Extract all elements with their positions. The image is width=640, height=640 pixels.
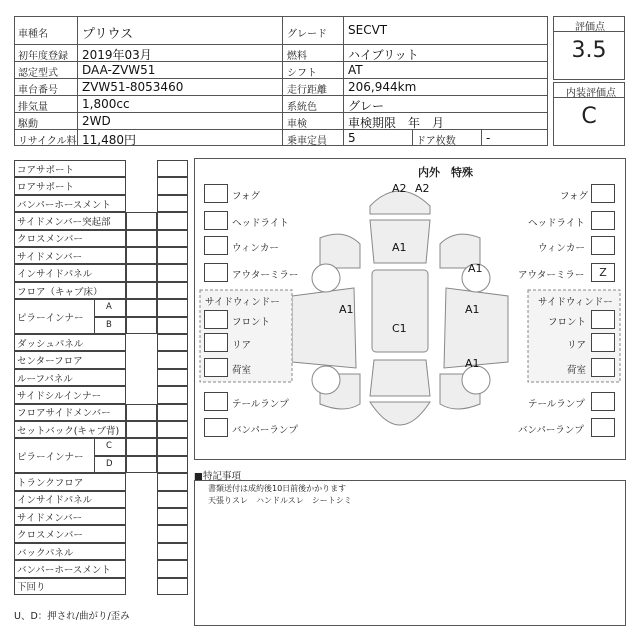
frame-check-cell — [157, 473, 188, 490]
right-side-window-title: サイドウィンドー — [538, 297, 613, 308]
frame-row-label: トランクフロア — [17, 477, 84, 489]
right-blinker-checkbox — [591, 236, 615, 255]
car-diagram-svg — [194, 158, 626, 460]
frame-check-cell — [157, 578, 188, 595]
value-color: グレー — [348, 99, 385, 113]
frame-check-cell — [126, 282, 157, 299]
mark-hood-1: A2 — [392, 182, 407, 195]
label-shift: シフト — [287, 68, 317, 79]
value-displacement: 1,800cc — [82, 97, 130, 111]
left-headlight-checkbox — [204, 211, 228, 230]
frame-row-label: バンパーホースメント — [17, 199, 111, 211]
right-headlight-checkbox — [591, 211, 615, 230]
right-window-front-checkbox — [591, 310, 615, 329]
left-fog-checkbox — [204, 184, 228, 203]
frame-check-cell — [157, 369, 188, 386]
frame-check-cell — [157, 560, 188, 577]
left-bumperlamp-checkbox — [204, 418, 228, 437]
right-window-luggage-checkbox — [591, 358, 615, 377]
diagram-title: 内外 特殊 — [418, 166, 473, 179]
notes-line-2: 天張りスレ ハンドルスレ シートシミ — [208, 496, 352, 505]
frame-legend: U、D：押され/曲がり/歪み — [14, 611, 130, 622]
label-doors: ドア枚数 — [416, 136, 456, 147]
frame-check-cell — [157, 212, 188, 229]
frame-check-cell — [126, 404, 157, 421]
frame-row-label: ダッシュパネル — [17, 338, 84, 350]
label-grade: グレード — [287, 29, 327, 40]
label-fuel: 燃料 — [287, 51, 307, 62]
left-taillamp-checkbox — [204, 392, 228, 411]
label-inspection: 車検 — [287, 119, 307, 130]
frame-check-cell — [157, 177, 188, 194]
frame-row-label: クロスメンバー — [17, 234, 83, 246]
frame-row-label: セットバック(キャブ背) — [17, 425, 120, 437]
frame-row-label: バンパーホースメント — [17, 564, 111, 576]
frame-check-cell — [126, 421, 157, 438]
right-bumperlamp-checkbox — [591, 418, 615, 437]
label-color: 系統色 — [287, 102, 317, 113]
value-chassis-number: ZVW51-8053460 — [82, 80, 184, 94]
notes-line-1: 書類送付は成約後10日前後かかります — [208, 484, 347, 493]
frame-check-cell — [157, 456, 188, 473]
right-taillamp-checkbox — [591, 392, 615, 411]
frame-check-cell — [126, 438, 157, 455]
right-blinker-label: ウィンカー — [538, 243, 585, 254]
frame-check-cell — [157, 264, 188, 281]
label-capacity: 乗車定員 — [287, 136, 327, 147]
right-window-front-label: フロント — [548, 317, 587, 328]
mark-left-front-door: A1 — [339, 303, 354, 316]
frame-check-cell — [126, 264, 157, 281]
value-drive: 2WD — [82, 114, 111, 128]
value-grade: SECVT — [348, 23, 388, 37]
frame-check-cell — [157, 421, 188, 438]
mark-front-roof: A1 — [392, 241, 407, 254]
frame-row-label: インサイドパネル — [17, 269, 93, 281]
right-mirror-label: アウターミラー — [518, 270, 585, 281]
value-first-registration: 2019年03月 — [82, 48, 152, 62]
frame-row-label: 下回り — [17, 582, 46, 594]
value-mileage: 206,944km — [348, 80, 417, 94]
frame-check-cell — [157, 404, 188, 421]
interior-score-label: 内装評価点 — [566, 88, 616, 99]
value-doors: - — [486, 131, 491, 145]
left-window-rear-label: リア — [232, 340, 252, 351]
right-fog-checkbox — [591, 184, 615, 203]
left-blinker-label: ウィンカー — [232, 243, 279, 254]
frame-row-label: サイドメンバー突起部 — [17, 216, 111, 228]
frame-check-cell — [157, 195, 188, 212]
frame-row-label: インサイドパネル — [17, 495, 93, 507]
value-recycle-fee: 11,480円 — [82, 133, 136, 147]
left-side-window-title: サイドウィンドー — [205, 297, 280, 308]
frame-row-label: フロア（キャブ床） — [17, 286, 103, 298]
mark-hood-2: A2 — [415, 182, 430, 195]
left-taillamp-label: テールランプ — [232, 399, 289, 410]
left-fog-label: フォグ — [232, 191, 261, 202]
notes-title: ■特記事項 — [194, 471, 241, 482]
left-window-luggage-checkbox — [204, 358, 228, 377]
frame-check-cell — [157, 334, 188, 351]
label-model: 車種名 — [18, 29, 48, 40]
label-displacement: 排気量 — [18, 102, 48, 113]
frame-check-cell — [126, 317, 157, 334]
value-inspection: 車検期限 年 月 — [348, 116, 445, 130]
left-blinker-checkbox — [204, 236, 228, 255]
pillar-sub-label: C — [106, 441, 112, 452]
left-mirror-checkbox — [204, 263, 228, 282]
frame-row-label: クロスメンバー — [17, 530, 83, 542]
frame-check-cell — [126, 299, 157, 316]
right-window-rear-checkbox — [591, 333, 615, 352]
label-model-code: 認定型式 — [18, 68, 58, 79]
left-headlight-label: ヘッドライト — [232, 218, 289, 229]
frame-check-cell — [157, 299, 188, 316]
frame-check-cell — [157, 543, 188, 560]
frame-check-cell — [157, 317, 188, 334]
value-model-code: DAA-ZVW51 — [82, 63, 156, 77]
frame-check-cell — [157, 351, 188, 368]
frame-check-cell — [157, 525, 188, 542]
label-drive: 駆動 — [18, 119, 38, 130]
frame-check-cell — [126, 230, 157, 247]
label-recycle-fee: リサイクル料 — [18, 136, 77, 147]
left-window-front-checkbox — [204, 310, 228, 329]
pillar-sub-label: B — [106, 319, 112, 330]
frame-check-cell — [157, 491, 188, 508]
left-mirror-label: アウターミラー — [232, 270, 299, 281]
right-taillamp-label: テールランプ — [528, 399, 585, 410]
right-headlight-label: ヘッドライト — [528, 218, 585, 229]
score-label: 評価点 — [575, 22, 605, 33]
pillar-sub-label: A — [106, 302, 112, 313]
right-fog-label: フォグ — [560, 191, 589, 202]
frame-row-label: バックパネル — [17, 547, 74, 559]
mark-roof: C1 — [392, 322, 407, 335]
frame-row-label: コアサポート — [17, 164, 75, 176]
frame-check-cell — [157, 508, 188, 525]
value-fuel: ハイブリット — [348, 48, 419, 62]
frame-row-label: ピラーインナー — [17, 451, 84, 463]
frame-check-cell — [126, 212, 157, 229]
mark-right-rear-door: A1 — [465, 357, 480, 370]
right-bumperlamp-label: バンパーランプ — [518, 425, 584, 436]
right-window-luggage-label: 荷室 — [567, 365, 587, 376]
left-bumperlamp-label: バンパーランプ — [232, 425, 298, 436]
frame-check-cell — [157, 438, 188, 455]
frame-row-label: ルーフパネル — [17, 373, 73, 385]
left-window-rear-checkbox — [204, 333, 228, 352]
value-shift: AT — [348, 63, 363, 77]
frame-row-label: サイドメンバー — [17, 251, 83, 263]
label-first-registration: 初年度登録 — [18, 51, 68, 62]
score-value: 3.5 — [571, 38, 607, 63]
frame-check-cell — [126, 456, 157, 473]
frame-row-label: サイドメンバー — [17, 512, 83, 524]
frame-check-cell — [157, 386, 188, 403]
right-mirror-checkbox: Z — [591, 263, 615, 282]
frame-row-label: サイドシルインナー — [17, 390, 102, 402]
label-chassis-number: 車台番号 — [18, 85, 58, 96]
frame-row-label: フロアサイドメンバー — [17, 408, 111, 420]
interior-score-value: C — [581, 104, 597, 129]
mark-right-mirror: A1 — [468, 262, 483, 275]
right-window-rear-label: リア — [567, 340, 587, 351]
frame-check-cell — [157, 282, 188, 299]
value-capacity: 5 — [348, 131, 356, 145]
frame-check-cell — [157, 230, 188, 247]
frame-row-label: センターフロア — [17, 356, 83, 368]
mark-right-front-door: A1 — [465, 303, 480, 316]
frame-row-label: ロアサポート — [17, 182, 75, 194]
left-window-luggage-label: 荷室 — [232, 365, 252, 376]
label-mileage: 走行距離 — [287, 85, 327, 96]
frame-row-label: ピラーインナー — [17, 312, 84, 324]
pillar-sub-label: D — [106, 458, 113, 469]
frame-check-cell — [126, 247, 157, 264]
value-model: プリウス — [82, 27, 134, 42]
frame-check-cell — [157, 160, 188, 177]
frame-check-cell — [157, 247, 188, 264]
left-window-front-label: フロント — [232, 317, 271, 328]
